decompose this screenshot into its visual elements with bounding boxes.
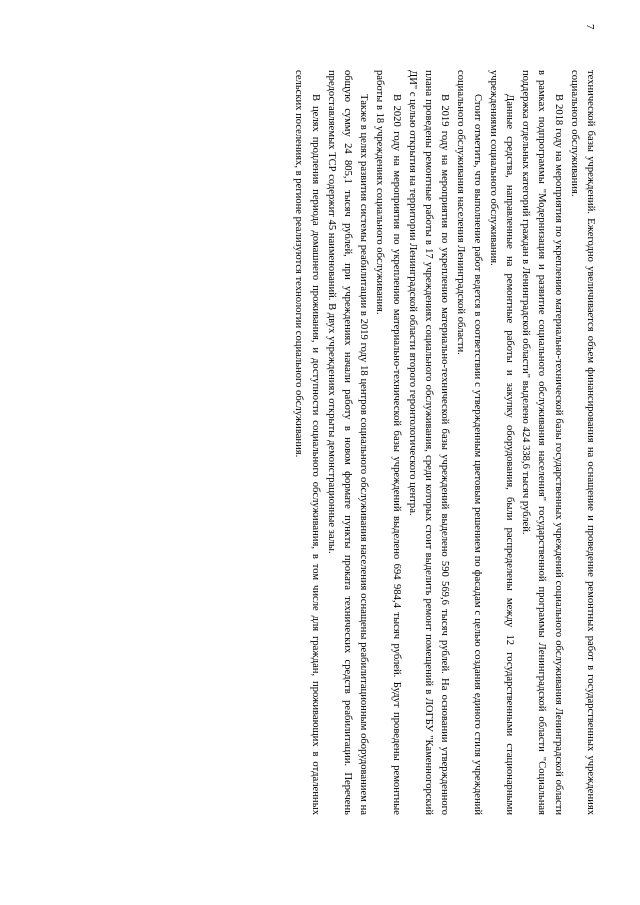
- paragraph: В 2020 году на мероприятия по укреплению материально-технической базы учреждений выделено 694 984,4 тысяч рублей. Будут проведены ремонтные работы в 18 учреждениях социального обслуживания.: [374, 70, 402, 815]
- page-number: 7: [584, 24, 596, 30]
- text-block: [290, 70, 598, 815]
- paragraph: Также в целях развития системы реабилитации в 2019 году 18 центров социального обслуживания населения оснащены реабилитационным оборудованием на общую сумму 24 805,1 тысяч рублей, при учреждениях начали работу в новом формате пункты проката технических средств реабилитации. Перечень предоставляемых ТСР содержит 45 наименований. В двух учреждениях открыты демонстрационные залы.: [325, 70, 370, 815]
- paragraph: Стоит отметить, что выполнение работ ведется в соответствии с утвержденным цветовым решением по фасадам с целью создания единого стиля учреждений социального обслуживания населения Ленинградской области.: [455, 70, 483, 815]
- document-body: [78, 70, 598, 815]
- paragraph: В 2019 году на мероприятия по укреплению материально-технической базы учреждений выделено 590 569,6 тысяч рублей. На основании утвержденного плана проведены ремонтные работы в 17 учреждениях социального обслуживания, среди которых стоит выделить ремонт помещений в ЛОГБУ "Каменногорский ДИ" с целью открытия на территории Ленинградской области второго геронтологического центра.: [406, 70, 451, 815]
- paragraph: технической базы учреждений. Ежегодно увеличивается объем финансирования на оснащение и проведение ремонтных работ в государственных учреждениях социального обслуживания.: [568, 70, 596, 815]
- paragraph: Данные средства, направленные на ремонтные работы и закупку оборудования, были распределены между 12 государственными стационарными учреждениями социального обслуживания.: [487, 70, 515, 815]
- paragraph: В 2018 году на мероприятия по укреплению материально-технической базы государственных учреждений социального обслуживания Ленинградской области в рамках подпрограммы "Модернизация и развитие социального обслуживания населения" государственной программы Ленинградской области "Социальная поддержка отдельных категорий граждан в Ленинградской области" выделено 424 338,6 тысяч рублей.: [520, 70, 564, 815]
- paragraph: В целях продления периода домашнего проживания, и доступности социального обслуживания, в том числе для граждан, проживающих в отдаленных сельских поселениях, в регионе реализуются технологии социального обслуживания.: [293, 70, 321, 815]
